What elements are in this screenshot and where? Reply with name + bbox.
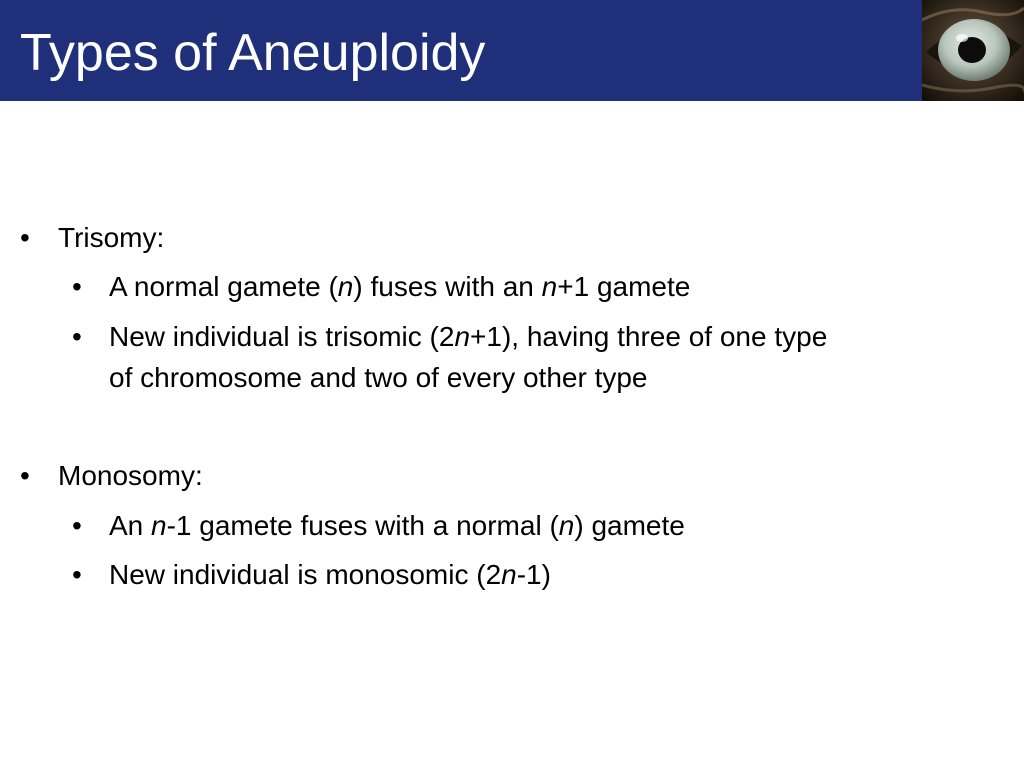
bullet-glyph: •	[20, 460, 30, 491]
bullet-glyph: •	[72, 321, 82, 352]
trisomy-point-1: A normal gamete (n) fuses with an n+1 gamete	[109, 271, 691, 302]
bullet-glyph: •	[72, 510, 82, 541]
heading-monosomy: Monosomy:	[58, 460, 203, 491]
heading-trisomy: Trisomy:	[58, 222, 165, 253]
bullet-glyph: •	[72, 559, 82, 590]
slide-title: Types of Aneuploidy	[20, 24, 486, 82]
trisomy-point-2-line-1: New individual is trisomic (2n+1), having three of one type	[109, 321, 828, 352]
bullet-glyph: •	[20, 222, 30, 253]
monosomy-point-2: New individual is monosomic (2n-1)	[109, 559, 551, 590]
monosomy-point-1: An n-1 gamete fuses with a normal (n) gamete	[109, 510, 685, 541]
trisomy-point-2-line-2: of chromosome and two of every other type	[109, 362, 648, 393]
bullet-glyph: •	[72, 271, 82, 302]
